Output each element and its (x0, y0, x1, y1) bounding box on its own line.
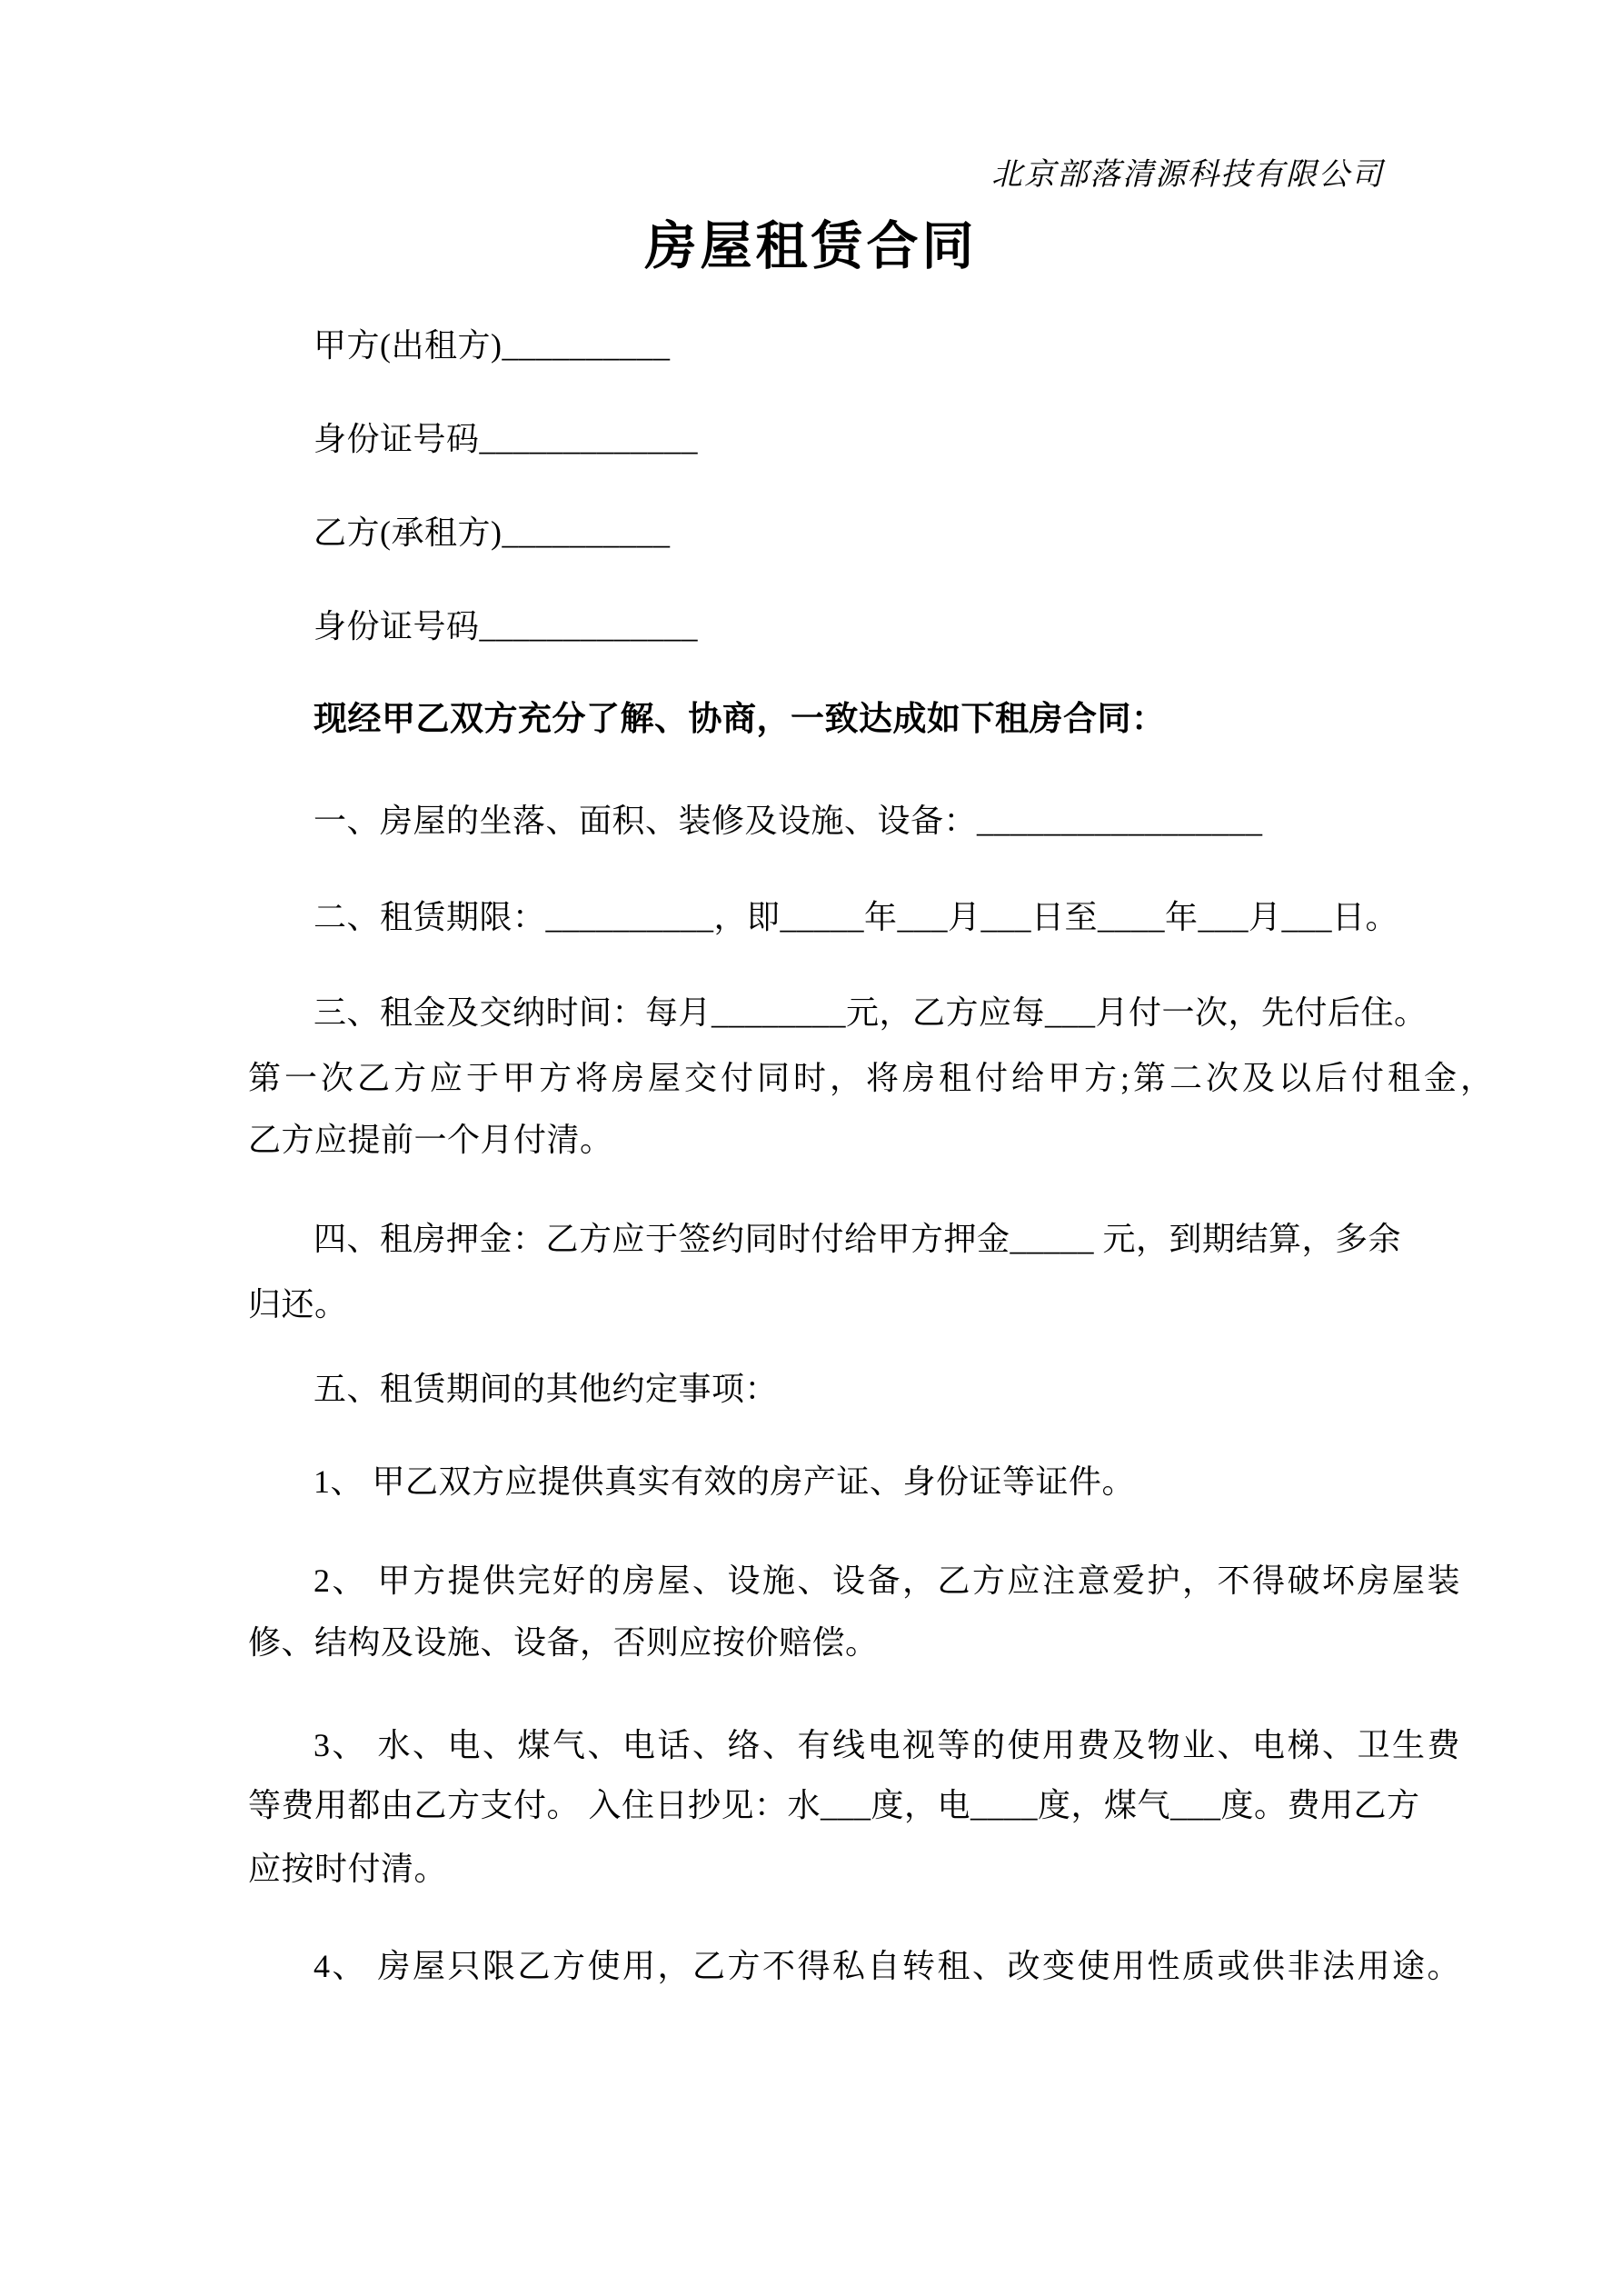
clause-3-line-2: 第一次乙方应于甲方将房屋交付同时，将房租付给甲方;第二次及以后付租金， (248, 1060, 1498, 1096)
item-3-line-2: 等费用都由乙方支付。 入住日抄见：水___度，电____度，煤气___度。费用乙方 (248, 1787, 1420, 1823)
preamble-line: 现经甲乙双方充分了解、协商，一致达成如下租房合同： (313, 701, 1166, 738)
party-b-line: 乙方(承租方)__________ (313, 514, 671, 551)
clause-1-line: 一、房屋的坐落、面积、装修及设施、设备：_________________ (313, 803, 1263, 839)
item-3-line-3: 应按时付清。 (248, 1851, 448, 1887)
party-a-line: 甲方(出租方)__________ (313, 327, 671, 364)
document-title: 房屋租赁合同 (644, 218, 978, 275)
clause-4-line-1: 四、租房押金：乙方应于签约同时付给甲方押金_____ 元，到期结算，多余 (313, 1221, 1402, 1257)
clause-5-line: 五、租赁期间的其他约定事项： (313, 1371, 779, 1407)
clause-3-line-3: 乙方应提前一个月付清。 (248, 1122, 613, 1158)
clause-3-line-1: 三、租金及交纳时间：每月________元，乙方应每___月付一次，先付后住。 (313, 994, 1428, 1031)
item-2-line-1: 2、 甲方提供完好的房屋、设施、设备，乙方应注意爱护，不得破坏房屋装 (313, 1562, 1463, 1599)
clause-2-line: 二、租赁期限：__________，即_____年___月___日至____年___月___日。 (313, 899, 1399, 935)
company-name: 北京部落清源科技有限公司 (991, 158, 1384, 192)
item-2-line-2: 修、结构及设施、设备，否则应按价赔偿。 (248, 1624, 879, 1661)
party-b-id-line: 身份证号码_____________ (313, 608, 699, 644)
item-1-line: 1、 甲乙双方应提供真实有效的房产证、身份证等证件。 (313, 1463, 1136, 1500)
item-3-line-1: 3、 水、电、煤气、电话、络、有线电视等的使用费及物业、电梯、卫生费 (313, 1727, 1463, 1763)
clause-4-line-2: 归还。 (248, 1286, 348, 1323)
party-a-id-line: 身份证号码_____________ (313, 421, 699, 457)
item-4-line: 4、 房屋只限乙方使用，乙方不得私自转租、改变使用性质或供非法用途。 (313, 1948, 1463, 1984)
